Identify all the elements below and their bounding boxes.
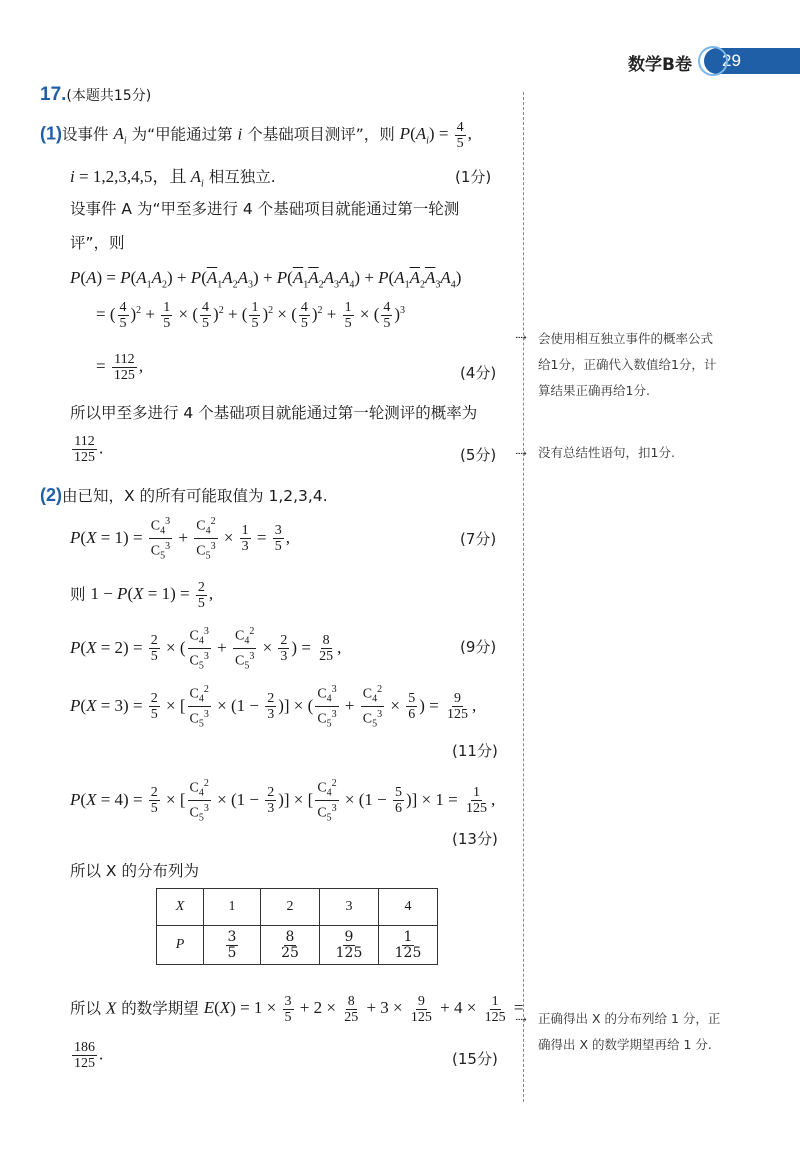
- note-1-line3: 算结果正确再给1分.: [538, 383, 650, 398]
- part1-line1-mid: 为“甲能通过第: [131, 125, 233, 144]
- note-3: [538, 1006, 720, 1058]
- table-header-cell: 2: [261, 889, 320, 926]
- note-3-line1: 正确得出 X 的分布列给 1 分，正: [538, 1011, 721, 1026]
- note-arrow-2: ⇢: [515, 446, 527, 462]
- note-1: [538, 326, 716, 404]
- table-header-cell: 4: [379, 889, 438, 926]
- note-1-line1: 会使用相互独立事件的概率公式: [538, 331, 714, 346]
- prob-denominator: 5: [227, 944, 237, 961]
- score-5: (5分): [460, 446, 497, 464]
- part1-label: (1): [40, 123, 62, 144]
- problem-heading: [40, 84, 151, 106]
- prob-denominator: 25: [281, 944, 299, 961]
- prob-numerator: 8: [285, 928, 295, 945]
- prob-denominator: 125: [394, 944, 422, 961]
- table-row: [157, 926, 438, 965]
- score-9: (9分): [460, 638, 497, 656]
- formula-px2: P(X = 2) = $\frac{2}{5}$ × ( $\frac{C_4^3}{C_5^3}$ + $\frac{C_4^2}{C_5^3}$ × $\frac{2}{3}$ ) = $\frac{8}{25}$ ,: [70, 626, 342, 672]
- summary-p1-formula: P(A) = P(A₁A₂) + P(Ā₁A₂A₃) + P(Ā₁Ā₂A₃A₄) + P(A₁Ā₂Ā₃A₄): [44, 1120, 74, 1121]
- page-number-badge: 29: [704, 48, 800, 74]
- subject-label: 数学B卷: [628, 55, 692, 75]
- margin-divider: [523, 92, 524, 1102]
- distribution-table: [156, 888, 438, 965]
- score-11: (11分): [452, 742, 498, 760]
- score-4: (4分): [460, 364, 497, 382]
- note-arrow-1: ⇢: [515, 330, 527, 346]
- prob-denominator: 125: [335, 944, 363, 961]
- table-header-cell: 1: [204, 889, 261, 926]
- part1-line1-text: 设事件: [62, 125, 109, 144]
- part2-then-line: 则 1 − P(X = 1) = $\frac{2}{5}$ ,: [70, 580, 214, 611]
- part1-line2: i = 1,2,3,4,5，且 $A_i$ 相互独立.: [70, 167, 276, 190]
- summary-p1-result: 112/125: [73, 1120, 78, 1121]
- problem-points-note: (本题共15分): [66, 88, 152, 104]
- formula-pa-values: = ( $\frac{4}{5}$ )$^2$ + $\frac{1}{5}$ × ( $\frac{4}{5}$ )$^2$ + ( $\frac{1}{5}$ )$^2$ × ( $\frac{4}{5}$ )$^2$ + $\frac{1}{5}$ × ( $\frac{4}{5}$ )$^3$: [96, 300, 406, 331]
- score-1: (1分): [455, 168, 492, 186]
- expectation-line: 所以 X 的数学期望 E(X) = 1 × $\frac{3}{5}$ + 2 × $\frac{8}{25}$ + 3 × $\frac{9}{125}$ + 4 × $\frac{1}{125}$ =: [70, 994, 524, 1025]
- table-cell: [320, 926, 379, 965]
- text-summary: [0, 1120, 800, 1150]
- table-header-cell: 3: [320, 889, 379, 926]
- formula-px1: P(X = 1) = $\frac{C_4^3}{C_5^3}$ + $\frac{C_4^2}{C_5^3}$ × $\frac{1}{3}$ = $\frac{3}{5}$ ,: [70, 516, 291, 562]
- score-7: (7分): [460, 530, 497, 548]
- part1-conclusion: 所以甲至多进行 4 个基础项目就能通过第一轮测评的概率为: [70, 404, 478, 422]
- summary-p2-final: 186/125.: [124, 1120, 129, 1121]
- part1-line3: 设事件 A 为“甲至多进行 4 个基础项目就能通过第一轮测: [70, 200, 460, 218]
- score-13: (13分): [452, 830, 498, 848]
- part2-label: (2): [40, 485, 62, 505]
- expectation-result: $\frac{186}{125}$ .: [74, 1040, 104, 1071]
- part1-line2-tail: 相互独立.: [208, 168, 276, 186]
- prob-numerator: 1: [403, 928, 413, 945]
- distribution-intro: 所以 X 的分布列为: [70, 862, 199, 880]
- summary-p1-l1: 设事件 A_i 为“甲能通过第 i 个基础项目测评”，则 P(A_i) = 4/5，: [0, 1120, 30, 1121]
- part1-line1-mid2: 个基础项目测评”，则: [247, 125, 395, 144]
- note-3-line2: 确得出 X 的数学期望再给 1 分.: [538, 1037, 712, 1052]
- formula-px4: P(X = 4) = $\frac{2}{5}$ × [ $\frac{C_4^2}{C_5^3}$ × (1 − $\frac{2}{3}$ )] × [ $\frac{C_4^2}{C_5^3}$ × (1 − $\frac{5}{6}$ )] × 1 = $\frac{1}{125}$ ,: [70, 778, 496, 824]
- prob-numerator: 3: [227, 928, 237, 945]
- problem-number: 17.: [40, 84, 67, 105]
- formula-pa-result: = $\frac{112}{125}$ ,: [96, 352, 144, 383]
- table-cell: [261, 926, 320, 965]
- formula-pa-definition: $P(A) = P(A_1A_2) + P(\overline{A}_1A_2A_3) + P(\overline{A}_1\overline{A}_2A_3A_4) + P(A_1\overline{A}_2\overline{A}_3A_4)$: [70, 268, 462, 291]
- summary-p2-then: 则 1 − P(X = 1) = 2/5，: [78, 1120, 91, 1121]
- part1-line4: 评”，则: [70, 234, 125, 252]
- score-15: (15分): [452, 1050, 498, 1068]
- part1-result: $\frac{112}{125}$ .: [74, 434, 104, 465]
- note-2: 没有总结性语句，扣1分.: [538, 445, 675, 460]
- badge-ring-decoration: [698, 46, 728, 76]
- summary-p1-l2: i = 1,2,3,4,5，且 A_i 相互独立.: [29, 1120, 45, 1121]
- table-header-cell: X: [157, 889, 204, 926]
- formula-px3: P(X = 3) = $\frac{2}{5}$ × [ $\frac{C_4^2}{C_5^3}$ × (1 − $\frac{2}{3}$ )] × ( $\frac{C_4^3}{C_5^3}$ + $\frac{C_4^2}{C_5^3}$ × $\frac{5}{6}$ ) = $\frac{9}{125}$ ,: [70, 684, 477, 730]
- prob-numerator: 9: [344, 928, 354, 945]
- summary-p2-expect: 所以 X 的数学期望 E(X) = 1×3/5 + 2×8/25 + 3×9/125 + 4×1/125 =: [90, 1120, 124, 1121]
- table-row-label: P: [157, 926, 204, 965]
- note-arrow-3: ⇢: [515, 1012, 527, 1028]
- table-cell: [204, 926, 261, 965]
- note-1-line2: 给1分，正确代入数值给1分，计: [538, 357, 717, 372]
- part1-line1: (1)设事件 $A_i$ 为“甲能通过第 i 个基础项目测评”，则 $P(A_i)$ = $\frac{4}{5}$ ,: [40, 120, 472, 151]
- table-header-row: [157, 889, 438, 926]
- table-cell: [379, 926, 438, 965]
- part2-line1: [40, 484, 328, 507]
- part2-line1-text: 由已知，X 的所有可能取值为 1,2,3,4.: [62, 487, 328, 505]
